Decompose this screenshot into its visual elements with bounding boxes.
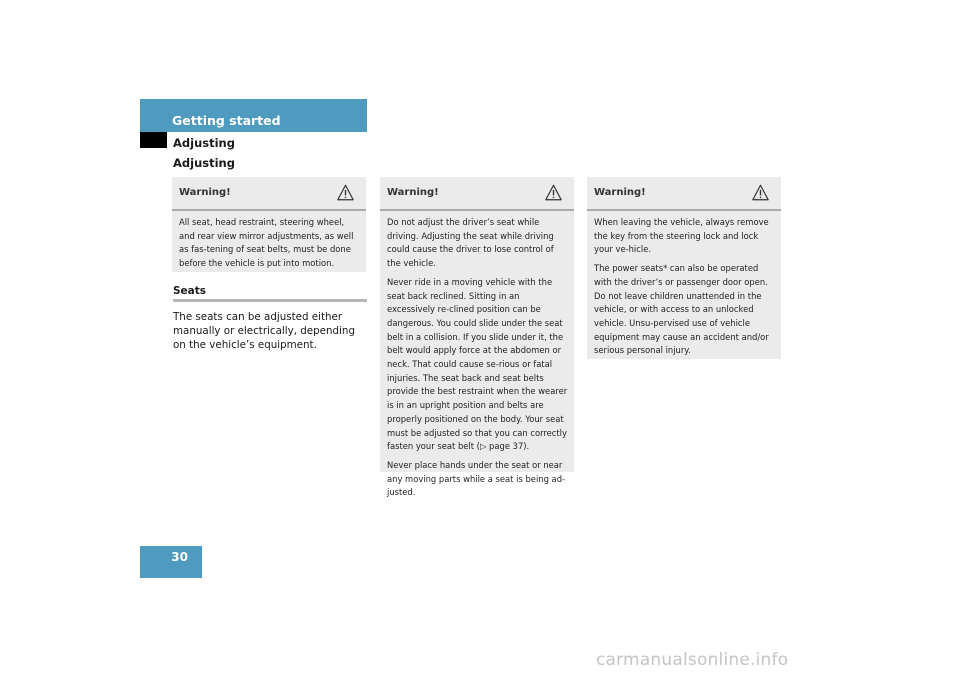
warning-header [172,177,366,211]
warning-paragraph: All seat, head restraint, steering wheel, and rear view mirror adjustments, as well as fas-tening of seat belts, must be done before the vehicle is put into motion. [179,217,354,269]
warning-paragraph: Never ride in a moving vehicle with the seat back reclined. Sitting in an excessively re-clined position can be dangerous. You could slide under the seat belt in a collision. If you slide under it, the belt would apply force at the abdomen or neck. That could cause se-rious or fatal injuries. The seat back and seat belts provide the best restraint when the wearer is in an upright position and belts are properly positioned on the body. Your seat must be adjusted so that you can correctly fasten your seat belt (▷ page 37). [387,276,568,452]
warning-paragraph: Never place hands under the seat or near any moving parts while a seat is being ad-justed. [387,459,566,498]
warning-title: Warning! [387,187,439,198]
warning-paragraph: The power seats* can also be operated with the driver’s or passenger door open. Do not leave children unattended in the vehicle, or with access to an unlocked vehicle. Unsu-pervised use of vehicle equipment may cause an accident and/or serious personal injury. [594,263,769,356]
warning-body [587,211,781,364]
warning-box [380,177,574,498]
section-title: Getting started [172,113,281,128]
warning-triangle-icon [337,184,354,201]
section-header-bar [140,99,367,132]
seats-description: The seats can be adjusted either manually or electrically, depending on the vehicle’s equipment. [173,311,355,351]
warning-title: Warning! [594,187,646,198]
subheading: Adjusting [173,156,235,170]
page-number-box [140,546,202,578]
warning-title: Warning! [179,187,231,198]
subheading: Adjusting [173,136,235,150]
warning-body [380,211,574,506]
section-marker-tab [140,132,167,148]
watermark-text: carmanualsonline.info [596,650,789,670]
page-number: 30 [171,550,188,564]
warning-box [587,177,781,359]
warning-box [172,177,366,272]
warning-triangle-icon [752,184,769,201]
warning-paragraph: Do not adjust the driver’s seat while driving. Adjusting the seat while driving could cause the driver to lose control of the vehicle. [387,217,554,269]
warning-header [587,177,781,211]
warning-header [380,177,574,211]
warning-paragraph: When leaving the vehicle, always remove the key from the steering lock and lock your ve-hicle. [594,217,769,255]
warning-triangle-icon [545,184,562,201]
seats-heading: Seats [173,285,367,302]
warning-body [172,211,366,277]
